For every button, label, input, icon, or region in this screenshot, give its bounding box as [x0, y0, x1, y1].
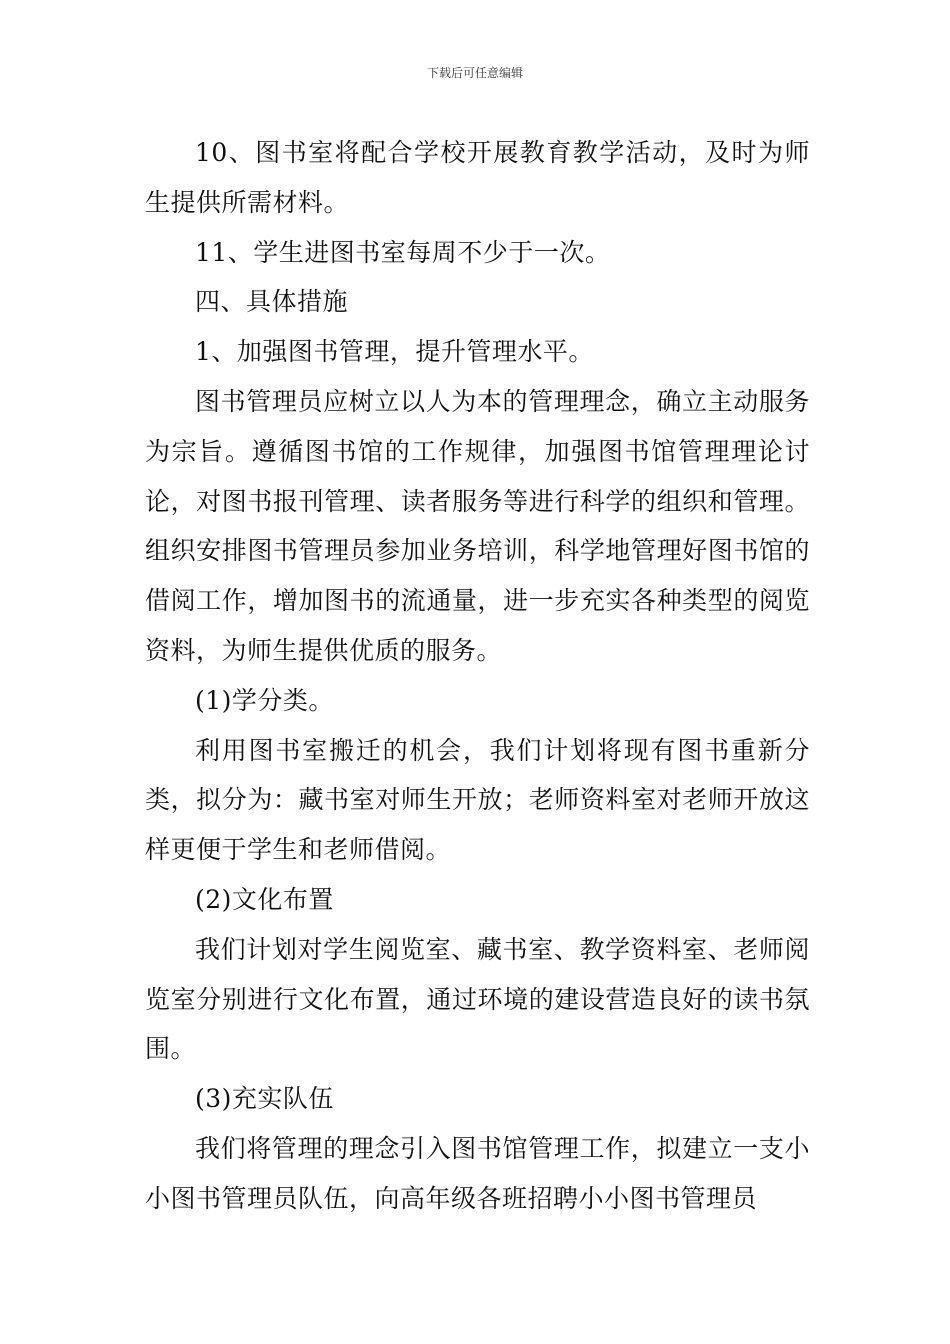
subheading-classification: (1)学分类。: [195, 685, 334, 715]
paragraph-reclassification: 利用图书室搬迁的机会，我们计划将现有图书重新分类，拟分为：藏书室对师生开放；老师资料室对老师开放这样更便于学生和老师借阅。: [145, 735, 810, 865]
paragraph-cultural-layout: 我们计划对学生阅览室、藏书室、教学资料室、老师阅览室分别进行文化布置，通过环境的建设营造良好的读书氛围。: [145, 934, 810, 1064]
subheading-team: (3)充实队伍: [195, 1084, 334, 1114]
document-body: [145, 128, 810, 1224]
paragraph-item-10: 10、图书室将配合学校开展教育教学活动，及时为师生提供所需材料。: [145, 138, 810, 217]
paragraph-item-11: 11、学生进图书室每周不少于一次。: [195, 237, 611, 267]
page-header: 下载后可任意编辑: [426, 66, 523, 80]
subheading-strengthen-management: 1、加强图书管理，提升管理水平。: [195, 337, 594, 367]
paragraph-librarian-philosophy: 图书管理员应树立以人为本的管理理念，确立主动服务为宗旨。遵循图书馆的工作规律，加强图书馆管理理论讨论，对图书报刊管理、读者服务等进行科学的组织和管理。组织安排图书管理员参加业务培训，科学地管理好图书馆的借阅工作，增加图书的流通量，进一步充实各种类型的阅览资料，为师生提供优质的服务。: [145, 386, 810, 665]
section-heading-measures: 四、具体措施: [195, 287, 349, 317]
paragraph-team: 我们将管理的理念引入图书馆管理工作，拟建立一支小小图书管理员队伍，向高年级各班招聘小小图书管理员: [145, 1133, 810, 1213]
subheading-cultural-layout: (2)文化布置: [195, 884, 334, 914]
